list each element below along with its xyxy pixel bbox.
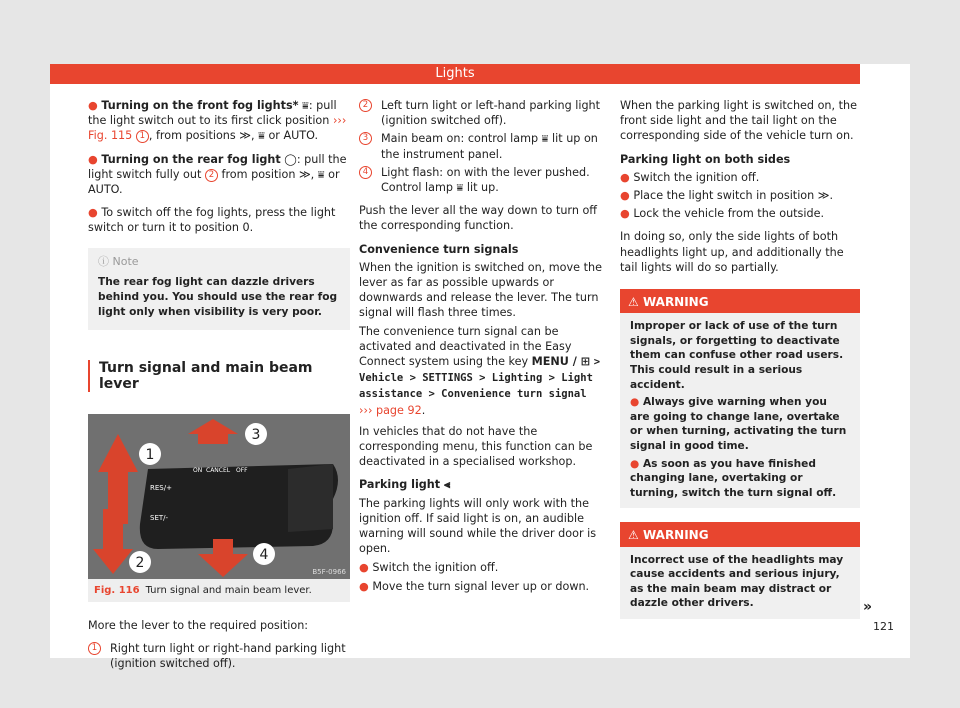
fig-marker-2: 2: [135, 554, 145, 571]
page-number: 121: [873, 620, 894, 633]
parking-light-icon: ⫷: [444, 478, 451, 492]
list-item: 3 Main beam on: control lamp ⩸ lit up on the instrument panel.: [359, 131, 603, 161]
convenience-text-1: When the ignition is switched on, move the lever as far as possible upwards or downwards and release the lever. The turn signal will flash three times.: [359, 260, 602, 320]
menu-path: > Vehicle > SETTINGS > Lighting > Light assistance > Convenience turn signal: [359, 356, 601, 401]
warning-text: Incorrect use of the headlights may cause accidents and serious injury, as the main beam may distract or dazzle other drivers.: [630, 553, 844, 610]
rear-fog-icon: ◯: [284, 152, 297, 166]
parking-side-text: When the parking light is switched on, the front side light and the tail light on the corresponding side of the vehicle turn on.: [620, 99, 857, 143]
lever-label-res: RES/+: [150, 483, 172, 492]
fig-code: B5F-0966: [312, 567, 346, 576]
warning-box-2: [620, 522, 872, 619]
bullet-icon: ●: [88, 206, 98, 220]
parking-heading: Parking light ⫷: [359, 478, 451, 492]
convenience-text-3: In vehicles that do not have the corresponding menu, this function can be deactivated in a specialised workshop.: [359, 424, 593, 469]
both-sides-text: In doing so, only the side lights of both headlights light up, and additionally the tail lights will do so partially.: [620, 230, 844, 274]
note-heading: ⓘ Note: [98, 254, 139, 268]
fog-off-paragraph: ● To switch off the fog lights, press the light switch or turn it to position 0.: [88, 206, 336, 235]
column-2: [359, 98, 603, 602]
parking-bullet-2: ● Move the turn signal lever up or down.: [359, 579, 590, 593]
note-box: [88, 248, 350, 330]
push-lever-text: Push the lever all the way down to turn off the corresponding function.: [359, 204, 598, 233]
both-bullet-3: ● Lock the vehicle from the outside.: [620, 207, 825, 221]
list-item: 4 Light flash: on with the lever pushed. Control lamp ⩸ lit up.: [359, 165, 603, 195]
convenience-heading: Convenience turn signals: [359, 242, 519, 256]
page-ref-link[interactable]: ››› page 92: [359, 403, 422, 417]
warning-heading: ⚠ WARNING: [620, 292, 860, 313]
both-bullet-1: ● Switch the ignition off.: [620, 170, 760, 184]
page-header: Lights: [50, 64, 860, 84]
bullet-icon: ●: [359, 579, 369, 593]
fig-marker-1: 1: [145, 446, 155, 463]
fig-marker-3: 3: [251, 426, 261, 443]
both-bullet-2: ● Place the light switch in position ≫.: [620, 189, 834, 203]
column-1: [88, 98, 350, 675]
bullet-icon: ●: [620, 170, 630, 184]
warning-text: Improper or lack of use of the turn signals, or forgetting to deactivate them can confuse other road users. This could result in a serious accident. ● Always give warning when you are going to change lane, overtake or when turning, activating the turn signal in good time. ● As soon as you have finished changing lane, overtaking or turning, switch the turn signal off.: [630, 320, 847, 499]
fig-ref-link[interactable]: ››› Fig. 115: [88, 114, 347, 143]
front-fog-paragraph: ● Turning on the front fog lights* ⩸: pull the light switch out to its first click position ››› Fig. 115 1 , from positions ≫, ⩸ or AUTO.: [88, 99, 347, 143]
note-text: The rear fog light can dazzle drivers behind you. You should use the rear fog light only when visibility is very poor.: [98, 275, 338, 318]
parking-bullet-1: ● Switch the ignition off.: [359, 561, 499, 575]
lever-figure: [88, 414, 350, 579]
column-3: [620, 98, 872, 619]
lever-label-off: OFF: [236, 466, 248, 474]
marker-2: 2: [205, 169, 218, 182]
list-item: 2 Left turn light or left-hand parking light (ignition switched off).: [359, 98, 603, 128]
parking-text: The parking lights will only work with the ignition off. If said light is on, an audible warning will sound while the driver door is open.: [359, 496, 597, 556]
move-lever-text: More the lever to the required position:: [88, 619, 309, 633]
bullet-icon: ●: [88, 99, 98, 112]
bullet-icon: ●: [630, 457, 640, 470]
rear-fog-paragraph: ● Turning on the rear fog light ◯: pull the light switch fully out 2 from position ≫, ⩸ or AUTO.: [88, 152, 347, 197]
fig-marker-4: 4: [259, 546, 269, 563]
warning-heading: ⚠ WARNING: [620, 525, 860, 546]
bullet-icon: ●: [620, 207, 630, 221]
lever-label-set: SET/-: [150, 513, 169, 522]
info-icon: ⓘ: [98, 254, 109, 268]
warning-box-1: [620, 289, 860, 508]
warning-icon: ⚠: [628, 295, 639, 310]
fog-icon: ⩸: [302, 99, 309, 112]
bullet-icon: ●: [630, 396, 640, 409]
menu-key: MENU / ⊞: [531, 355, 591, 369]
lever-label-on: ON: [193, 466, 203, 474]
bullet-icon: ●: [88, 152, 98, 166]
warning-icon: ⚠: [628, 528, 639, 543]
list-item: 1 Right turn light or right-hand parking light (ignition switched off).: [88, 641, 350, 671]
figure-caption: Fig. 116 Turn signal and main beam lever.: [88, 579, 350, 602]
convenience-text-2: The convenience turn signal can be activated and deactivated in the Easy Connect system using the key MENU / ⊞ > Vehicle > SETTINGS > Lighting > Light assistance > Convenience turn signal ››› page 92.: [359, 324, 601, 417]
lever-illustration: [88, 414, 350, 579]
section-title: Turn signal and main beam lever: [88, 360, 350, 392]
marker-1: 1: [136, 130, 149, 143]
continue-arrow-icon: »: [862, 598, 872, 615]
bullet-icon: ●: [620, 189, 630, 203]
both-sides-heading: Parking light on both sides: [620, 152, 791, 166]
lever-label-cancel: CANCEL: [206, 466, 231, 474]
bullet-icon: ●: [359, 561, 369, 575]
